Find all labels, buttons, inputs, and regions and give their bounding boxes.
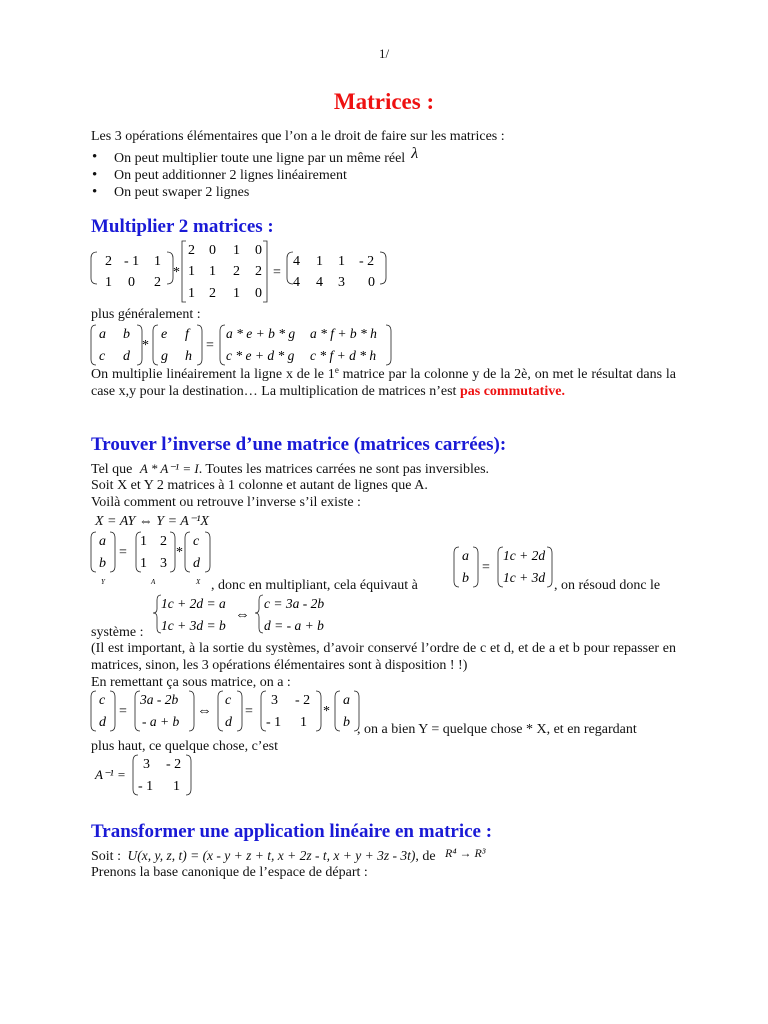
svg-text:d: d xyxy=(99,715,106,730)
svg-text:A⁻¹ =: A⁻¹ = xyxy=(95,767,126,782)
soit-line: Soit : U(x, y, z, t) = (x - y + z + t, x + 2z - t, x + y + 3z - 3t), de R⁴ → R³ xyxy=(91,846,486,864)
svg-text:1c + 3d: 1c + 3d xyxy=(503,570,546,585)
gen-b-cell: h xyxy=(185,349,192,364)
svg-text:2: 2 xyxy=(160,534,167,549)
mapping-r4-r3: R⁴ → R³ xyxy=(445,846,486,860)
svg-text:c: c xyxy=(193,534,200,549)
list-item: • On peut multiplier toute une ligne par un même réel λ xyxy=(91,149,418,167)
svg-text:3: 3 xyxy=(143,757,150,772)
important-note: (Il est important, à la sortie du systèmes, d’avoir conservé l’ordre de c et d, et de a et b pour repasser en matrices, sinon, les 3 opérations élémentaires sont à disposition ! !) xyxy=(91,641,676,673)
matrix-remettant xyxy=(88,688,368,734)
matrix-a-cell: 2 xyxy=(105,254,112,269)
svg-text:1c + 3d = b: 1c + 3d = b xyxy=(161,618,226,633)
svg-text:=: = xyxy=(119,704,127,719)
svg-text:- 1: - 1 xyxy=(266,715,282,730)
matrix-b-cell: 1 xyxy=(188,264,195,279)
text-line: En remettant ça sous matrice, on a : xyxy=(91,675,291,690)
operations-list xyxy=(91,145,419,202)
matrix-b-cell: 1 xyxy=(233,286,240,301)
linear-system xyxy=(152,592,342,636)
matrix-b-cell: 1 xyxy=(188,286,195,301)
svg-text:d = - a + b: d = - a + b xyxy=(264,618,324,633)
svg-text:*: * xyxy=(323,704,330,719)
matrix-equation-ay xyxy=(88,529,218,587)
svg-text:=: = xyxy=(245,704,253,719)
equation-xay: X = AY ⇔ Y = A⁻¹X xyxy=(95,514,209,529)
matrix-c-cell: 0 xyxy=(368,275,375,290)
gen-a-cell: b xyxy=(123,327,130,342)
svg-text:d: d xyxy=(193,556,200,571)
multiplication-explanation: On multiplie linéairement la ligne x de le 1e matrice par la colonne y de la 2è, on met le résultat dans la case x,y pour la destination… La multiplication de matrices n’est pas commutative. xyxy=(91,365,677,399)
matrix-c-cell: 4 xyxy=(316,275,323,290)
matrix-a-cell: 2 xyxy=(154,275,161,290)
svg-text:1: 1 xyxy=(140,534,147,549)
list-item: • On peut swaper 2 lignes xyxy=(91,184,418,202)
matrix-a-cell: 0 xyxy=(128,275,135,290)
svg-text:1c + 2d = a: 1c + 2d = a xyxy=(161,596,226,611)
linear-map-formula: U(x, y, z, t) = (x - y + z + t, x + 2z - t, x + y + 3z - 3t) xyxy=(127,848,416,863)
subscript-a: A xyxy=(151,578,156,586)
svg-text:- a + b: - a + b xyxy=(142,714,180,729)
lambda-symbol: λ xyxy=(411,145,419,162)
text-inline: , on a bien Y = quelque chose * X, et en regardant xyxy=(357,722,637,737)
svg-text:- 1: - 1 xyxy=(138,779,154,794)
svg-text:=: = xyxy=(119,545,127,560)
text-line: plus haut, ce quelque chose, c’est xyxy=(91,739,278,754)
matrix-b-cell: 2 xyxy=(233,264,240,279)
text-line: Prenons la base canonique de l’espace de départ : xyxy=(91,865,368,880)
text-line: Soit X et Y 2 matrices à 1 colonne et autant de lignes que A. xyxy=(91,478,428,493)
equivalence-sign: ⇔ xyxy=(235,607,250,623)
multiply-sign: * xyxy=(173,265,180,280)
svg-text:3: 3 xyxy=(160,556,167,571)
general-matrix-product xyxy=(88,322,398,368)
svg-text:⇔: ⇔ xyxy=(197,703,212,719)
gen-c-cell: a * f + b * h xyxy=(310,326,377,341)
page-title: Matrices : xyxy=(333,89,435,114)
list-item: • On peut additionner 2 lignes linéairement xyxy=(91,167,418,185)
gen-c-cell: a * e + b * g xyxy=(226,326,296,341)
svg-text:3: 3 xyxy=(271,693,278,708)
section-heading-multiplier: Multiplier 2 matrices : xyxy=(91,216,274,237)
svg-text:c: c xyxy=(225,693,232,708)
matrix-b-cell: 1 xyxy=(209,264,216,279)
gen-b-cell: f xyxy=(185,327,189,342)
svg-text:1c + 2d: 1c + 2d xyxy=(503,548,546,563)
general-label: plus généralement : xyxy=(91,307,201,322)
matrix-c-cell: 4 xyxy=(293,275,300,290)
equals-sign: = xyxy=(206,338,214,353)
svg-text:- 2: - 2 xyxy=(166,757,182,772)
text-line: Voilà comment ou retrouve l’inverse s’il existe : xyxy=(91,495,361,510)
svg-text:d: d xyxy=(225,715,232,730)
matrix-c-cell: 1 xyxy=(316,254,323,269)
equals-sign: = xyxy=(273,265,281,280)
svg-text:=: = xyxy=(482,560,490,575)
subscript-x: X xyxy=(196,578,201,586)
matrix-a-cell: 1 xyxy=(154,254,161,269)
matrix-result-cd xyxy=(451,544,556,590)
svg-text:1: 1 xyxy=(173,779,180,794)
svg-text:*: * xyxy=(176,545,183,560)
svg-text:1: 1 xyxy=(140,556,147,571)
matrix-a-cell: - 1 xyxy=(124,254,140,269)
text-inline: , on résoud donc le xyxy=(554,578,661,593)
matrix-c-cell: 1 xyxy=(338,254,345,269)
matrix-product-example xyxy=(88,238,398,308)
matrix-c-cell: - 2 xyxy=(359,254,375,269)
svg-text:a: a xyxy=(462,549,469,564)
matrix-b-cell: 2 xyxy=(188,243,195,258)
gen-a-cell: d xyxy=(123,349,130,364)
gen-a-cell: c xyxy=(99,349,106,364)
inverse-formula: A * A⁻¹ = I xyxy=(139,461,199,476)
gen-b-cell: g xyxy=(161,349,168,364)
matrix-b-cell: 1 xyxy=(233,243,240,258)
gen-b-cell: e xyxy=(161,327,168,342)
svg-text:a: a xyxy=(99,534,106,549)
matrix-a-cell: 1 xyxy=(105,275,112,290)
svg-text:c: c xyxy=(99,693,106,708)
matrix-b-cell: 0 xyxy=(209,243,216,258)
svg-text:b: b xyxy=(99,556,106,571)
svg-text:b: b xyxy=(462,571,469,586)
matrix-c-cell: 3 xyxy=(338,275,345,290)
matrix-b-cell: 0 xyxy=(255,286,262,301)
section-heading-linear-map: Transformer une application linéaire en matrice : xyxy=(91,821,493,842)
subscript-y: Y xyxy=(101,578,105,586)
svg-text:b: b xyxy=(343,715,350,730)
multiply-sign: * xyxy=(142,338,149,353)
svg-text:- 2: - 2 xyxy=(295,693,311,708)
systeme-label: système : xyxy=(91,625,144,640)
svg-text:3a - 2b: 3a - 2b xyxy=(140,692,179,707)
matrix-c-cell: 4 xyxy=(293,254,300,269)
section-heading-inverse: Trouver l’inverse d’une matrice (matrices carrées): xyxy=(91,434,507,455)
emphasis-not-commutative: pas commutative xyxy=(459,384,562,399)
tel-que-line: Tel que A * A⁻¹ = I. Toutes les matrices carrées ne sont pas inversibles. xyxy=(91,461,490,477)
svg-text:a: a xyxy=(343,693,350,708)
intro-text: Les 3 opérations élémentaires que l’on a le droit de faire sur les matrices : xyxy=(91,129,505,144)
gen-c-cell: c * e + d * g xyxy=(226,348,295,363)
inverse-matrix-result xyxy=(93,752,203,798)
matrix-b-cell: 0 xyxy=(255,243,262,258)
matrix-b-cell: 2 xyxy=(255,264,262,279)
svg-text:c = 3a - 2b: c = 3a - 2b xyxy=(264,596,325,611)
matrix-b-cell: 2 xyxy=(209,286,216,301)
page-number: 1/ xyxy=(378,46,390,61)
gen-a-cell: a xyxy=(99,327,106,342)
text-inline: , donc en multipliant, cela équivaut à xyxy=(211,578,418,593)
gen-c-cell: c * f + d * h xyxy=(310,348,377,363)
svg-text:1: 1 xyxy=(300,715,307,730)
